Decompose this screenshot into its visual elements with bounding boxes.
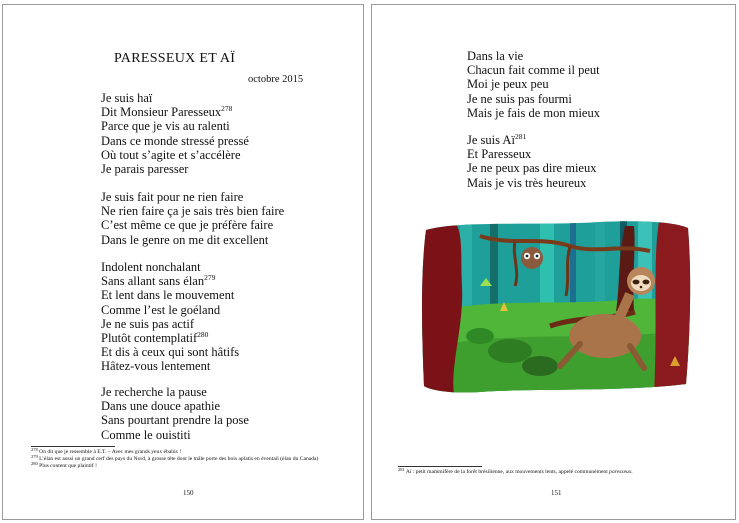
poem-line-text: Mais je vis très heureux <box>467 175 587 190</box>
poem-line-text: Dans le genre on me dit excellent <box>101 232 269 247</box>
poem-line <box>101 399 249 413</box>
poem-line <box>467 63 600 77</box>
footnote <box>31 463 331 470</box>
poem-line-text: Dans une douce apathie <box>101 399 221 414</box>
poem-line-text: Mais je fais de mon mieux <box>467 105 600 120</box>
footnote-number: 280 <box>31 461 38 466</box>
poem-line <box>101 331 239 345</box>
poem-line <box>101 119 249 133</box>
poem-line <box>101 162 249 176</box>
poem-line-text: Hâtez-vous lentement <box>101 359 211 374</box>
poem-line-text: Et lent dans le mouvement <box>101 288 235 303</box>
stanza <box>101 385 249 442</box>
poem-line <box>467 176 596 190</box>
poem-line-text: Sans allant sans élan <box>101 274 205 289</box>
poem-line-text: Chacun fait comme il peut <box>467 63 600 78</box>
poem-line <box>101 134 249 148</box>
poem-line-text: Et dis à ceux qui sont hâtifs <box>101 345 240 360</box>
poem-line <box>101 385 249 399</box>
poem-line <box>101 204 284 218</box>
poem-line-text: Dit Monsieur Paresseux <box>101 105 222 120</box>
poem-line <box>101 274 239 288</box>
poem-line-text: Sans pourtant prendre la pose <box>101 413 249 428</box>
poem-line-text: Je ne suis pas actif <box>101 316 195 331</box>
poem-line-text: C’est même ce que je préfère faire <box>101 218 274 233</box>
stanza <box>467 133 596 190</box>
poem-line-text: Dans la vie <box>467 49 524 63</box>
stanza <box>101 91 249 176</box>
poem-line-text: Où tout s’agite et s’accélère <box>101 147 241 162</box>
page-number: 150 <box>183 489 194 497</box>
footnote-separator <box>398 466 482 467</box>
poem-line-text: Je suis Aï <box>467 133 515 147</box>
stanza <box>467 49 600 120</box>
footnote <box>398 469 718 476</box>
poem-line-text: Comme le ouistiti <box>101 427 191 442</box>
poem-line-text: Je suis fait pour ne rien faire <box>101 190 244 204</box>
poem-line <box>467 77 600 91</box>
poem-line-text: Je recherche la pause <box>101 385 207 399</box>
footnote-ref[interactable]: 279 <box>204 273 216 283</box>
poem-line-text: Moi je peux peu <box>467 77 549 92</box>
poem-title: PARESSEUX ET AÏ <box>114 51 236 66</box>
poem-line-text: Ne rien faire ça je sais très bien faire <box>101 204 285 219</box>
footnote-text: L’élan est aussi un grand cerf des pays du Nord, à grosse tête dont le mâle porte des bois aplatis en éventail (élan du Canada) <box>37 456 319 462</box>
left-page <box>2 4 364 520</box>
poem-line <box>101 413 249 427</box>
poem-line <box>101 317 239 331</box>
poem-line <box>101 105 249 119</box>
poem-line-text: Plutôt contemplatif <box>101 330 198 345</box>
poem-line <box>467 92 600 106</box>
footnote-number: 279 <box>31 454 38 459</box>
poem-line-text: Je ne suis pas fourmi <box>467 91 572 106</box>
footnote-number: 281 <box>398 467 405 472</box>
footnote-text: Aï : petit mammifère de la forêt brésilienne, aux mouvements lents, appelé communément <box>404 469 610 475</box>
poem-line <box>101 190 284 204</box>
footnote-ref[interactable]: 281 <box>514 132 527 141</box>
poem-line-text: Je suis haï <box>101 91 153 105</box>
footnote-separator <box>31 446 115 447</box>
sloth-jungle-illustration <box>420 216 692 394</box>
footnote <box>31 456 331 463</box>
poem-line <box>467 161 596 175</box>
poem-line-text: Et Paresseux <box>467 147 532 162</box>
footnote-number: 278 <box>31 447 38 452</box>
footnote-text: On dit que je ressemble à E.T. – Avec mes grands yeux ébahis ! <box>37 449 182 455</box>
poem-line-text: Parce que je vis au ralenti <box>101 119 230 134</box>
stanza <box>101 260 239 374</box>
poem-line <box>101 288 239 302</box>
poem-line <box>101 303 239 317</box>
poem-line <box>101 233 284 247</box>
poem-line <box>467 106 600 120</box>
footnote-italic: paresseux. <box>609 469 633 475</box>
poem-line-text: Je parais paresser <box>101 161 189 176</box>
poem-line-text: Je ne peux pas dire mieux <box>467 161 597 176</box>
page-number: 151 <box>551 489 562 497</box>
poem-line <box>467 147 596 161</box>
poem-line <box>467 49 600 63</box>
footnote-ref[interactable]: 280 <box>197 329 209 339</box>
footnotes <box>31 449 331 470</box>
right-page <box>371 4 736 520</box>
poem-date: octobre 2015 <box>248 74 304 85</box>
footnote-text: Plus content que plaintif ! <box>37 463 97 469</box>
stanza <box>101 190 284 247</box>
footnote-ref[interactable]: 278 <box>221 104 233 114</box>
poem-line <box>101 218 284 232</box>
poem-line <box>101 260 239 274</box>
poem-line-text: Indolent nonchalant <box>101 260 201 274</box>
poem-line <box>467 133 596 147</box>
footnote <box>31 449 331 456</box>
poem-line <box>101 428 249 442</box>
poem-line-text: Comme l’est le goéland <box>101 302 221 317</box>
poem-line <box>101 359 239 373</box>
footnotes <box>398 469 718 476</box>
poem-line-text: Dans ce monde stressé pressé <box>101 133 249 148</box>
poem-line <box>101 91 249 105</box>
poem-line <box>101 345 239 359</box>
poem-line <box>101 148 249 162</box>
